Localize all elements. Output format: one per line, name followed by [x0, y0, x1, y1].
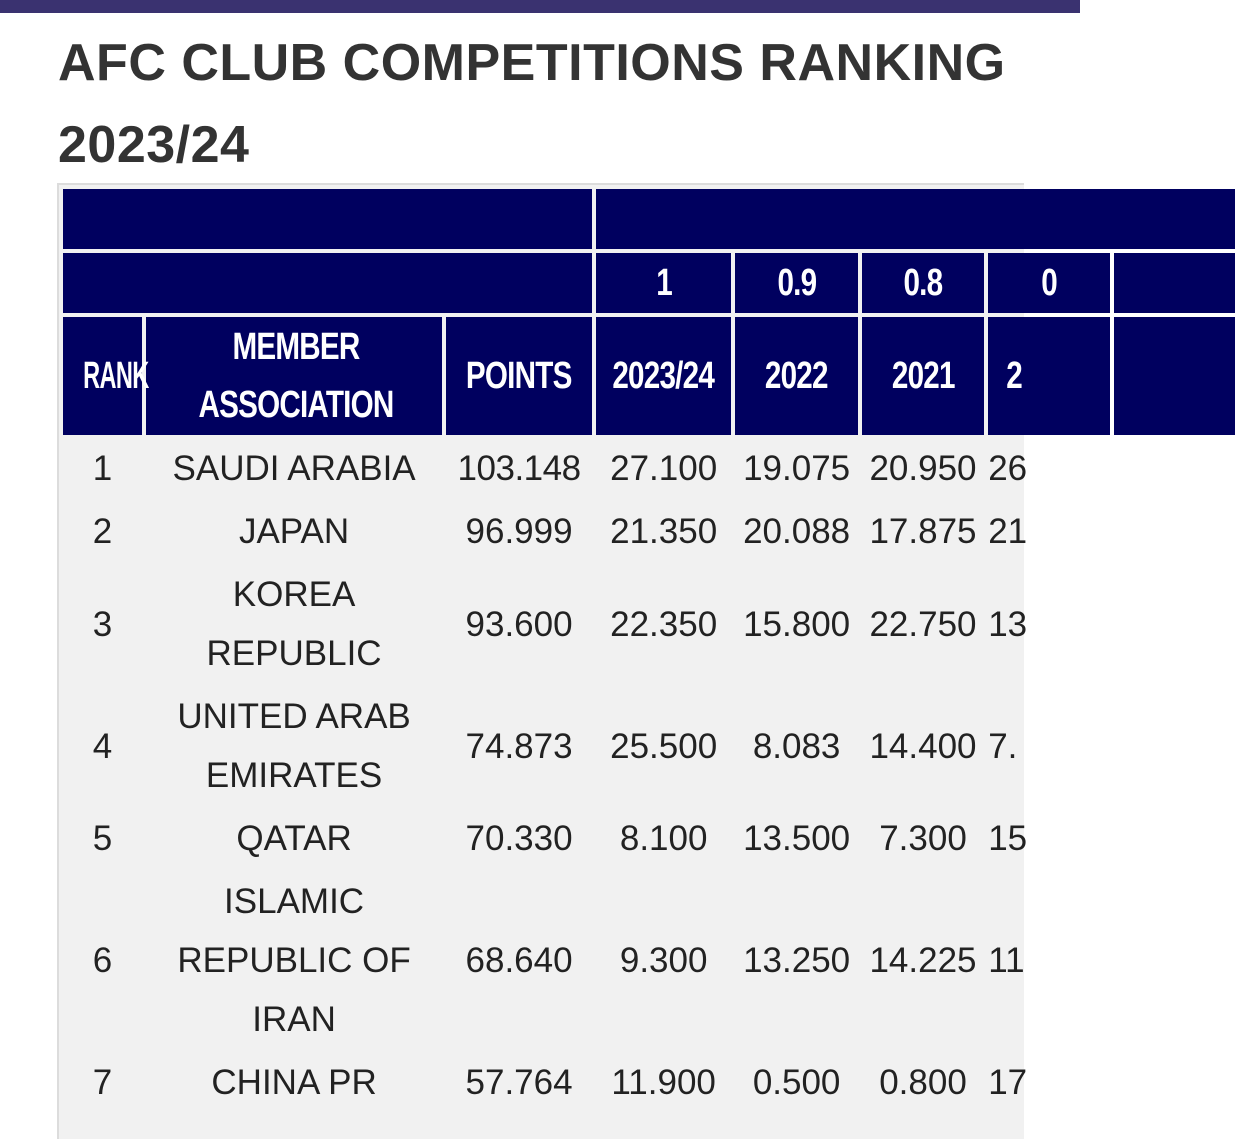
season-cell: 21.350: [610, 512, 718, 551]
table-row: [63, 872, 1235, 1049]
association-cell: KOREA REPUBLIC: [206, 575, 382, 673]
column-header-association: MEMBER ASSOCIATION: [146, 317, 442, 435]
rank-cell: 1: [92, 449, 113, 488]
blank-cell: [1114, 687, 1235, 805]
blank-cell: [1114, 439, 1235, 498]
header-blank-left: [63, 189, 592, 249]
points-cell: 74.873: [465, 726, 573, 766]
rank-cell: 6: [92, 941, 113, 980]
rank-cell: 3: [92, 604, 113, 644]
header-blank-seasons: [596, 189, 1235, 249]
season-cell: 22.750: [869, 604, 977, 644]
weight-header-blank: [1114, 253, 1235, 313]
header-row-group: [63, 189, 1235, 249]
column-header-season: 2021: [862, 317, 984, 435]
season-cell: 22.350: [610, 604, 718, 644]
points-cell: 103.148: [457, 449, 581, 488]
season-cell: 13.500: [743, 819, 851, 858]
blank-cell: [1114, 809, 1235, 868]
season-cell: 20.088: [743, 512, 851, 551]
association-cell: QATAR: [236, 819, 352, 858]
season-cell: 11.900: [611, 1063, 716, 1102]
ranking-table-scroll-container[interactable]: [57, 183, 1057, 1139]
season-cell: 21: [988, 512, 1028, 551]
season-cell: 14.225: [869, 941, 977, 980]
season-cell: 7.: [988, 726, 1018, 766]
rank-cell: 4: [92, 726, 113, 766]
weight-header: 0: [988, 253, 1109, 313]
points-cell: 68.640: [465, 941, 573, 980]
table-row: [63, 687, 1235, 805]
column-header-season: 2022: [735, 317, 857, 435]
page-title: AFC CLUB COMPETITIONS RANKING 2023/24: [58, 34, 1006, 174]
association-cell: JAPAN: [238, 512, 350, 551]
association-cell: UNITED ARAB EMIRATES: [177, 697, 411, 795]
column-header-blank: [1114, 317, 1235, 435]
season-cell: 25.500: [610, 726, 718, 766]
blank-cell: [1114, 565, 1235, 683]
points-cell: 96.999: [465, 512, 573, 551]
points-cell: 93.600: [465, 604, 573, 644]
season-cell: 11: [988, 941, 1025, 980]
season-cell: 19.075: [743, 449, 851, 488]
season-cell: 0.500: [752, 1063, 841, 1102]
rank-cell: 7: [92, 1063, 113, 1102]
table-row: [63, 565, 1235, 683]
table-row: [63, 809, 1235, 868]
association-cell: CHINA PR: [211, 1063, 377, 1102]
season-cell: 20.950: [869, 449, 977, 488]
table-row: [63, 502, 1235, 561]
season-cell: 8.100: [619, 819, 708, 858]
season-cell: 9.300: [619, 941, 708, 980]
season-cell: 14.400: [869, 726, 977, 766]
season-cell: 8.083: [752, 726, 841, 766]
rank-cell: 2: [92, 512, 113, 551]
rank-cell: 5: [92, 819, 113, 858]
association-cell: ISLAMIC REPUBLIC OF IRAN: [177, 882, 411, 1039]
season-cell: 13: [988, 604, 1028, 644]
points-cell: 57.764: [465, 1063, 573, 1102]
season-cell: 27.100: [610, 449, 718, 488]
column-header-rank: RANK: [63, 317, 142, 435]
blank-cell: [1114, 502, 1235, 561]
season-cell: 17: [988, 1063, 1028, 1102]
weight-header: 1: [596, 253, 732, 313]
season-cell: 0.800: [879, 1063, 967, 1102]
column-header-points: POINTS: [446, 317, 592, 435]
blank-cell: [1114, 1053, 1235, 1112]
weight-header: 0.8: [862, 253, 984, 313]
top-accent-bar: [0, 0, 1080, 13]
association-cell: SAUDI ARABIA: [172, 449, 416, 488]
header-blank-weights-left: [63, 253, 592, 313]
header-row-columns: [63, 317, 1235, 435]
column-header-season: 2023/24: [596, 317, 732, 435]
weight-header: 0.9: [735, 253, 857, 313]
column-header-season: 2: [988, 317, 1109, 435]
points-cell: 70.330: [465, 819, 573, 858]
season-cell: 7.300: [879, 819, 967, 858]
ranking-table: [59, 185, 1239, 1116]
table-row: [63, 1053, 1235, 1112]
header-row-weights: [63, 253, 1235, 313]
season-cell: 15: [988, 819, 1028, 858]
season-cell: 26: [988, 449, 1028, 488]
table-row: [63, 439, 1235, 498]
season-cell: 15.800: [743, 604, 851, 644]
season-cell: 13.250: [743, 941, 851, 980]
season-cell: 17.875: [869, 512, 977, 551]
blank-cell: [1114, 872, 1235, 1049]
